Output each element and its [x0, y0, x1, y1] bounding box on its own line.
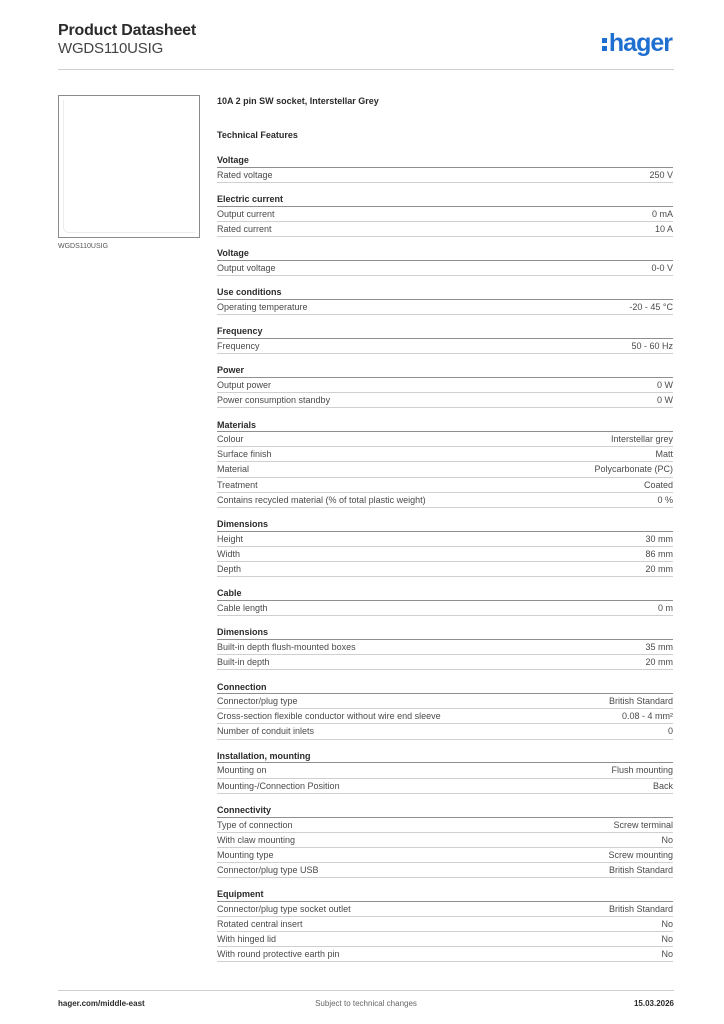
feature-value: 0.08 - 4 mm² [621, 711, 673, 722]
feature-section [217, 364, 673, 408]
feature-section [217, 804, 673, 878]
feature-label: Connector/plug type socket outlet [217, 904, 351, 915]
feature-label: Frequency [217, 341, 260, 351]
feature-section [217, 154, 673, 183]
feature-row [217, 532, 673, 547]
feature-section [217, 587, 673, 616]
feature-row [217, 300, 673, 315]
feature-value: 20 mm [645, 657, 673, 668]
section-title: Materials [217, 419, 673, 433]
feature-row [217, 917, 673, 932]
feature-value: 0 % [657, 494, 673, 505]
feature-label: Number of conduit inlets [217, 726, 315, 737]
footer-note: Subject to technical changes [315, 999, 417, 1008]
product-image [58, 95, 200, 238]
feature-value: Screw mounting [608, 849, 673, 860]
feature-label: Contains recycled material (% of total plastic weight) [217, 494, 426, 505]
feature-section [217, 419, 673, 508]
feature-label: Operating temperature [217, 301, 308, 312]
feature-row [217, 447, 673, 462]
feature-value: Polycarbonate (PC) [594, 464, 673, 475]
logo-text: hager [608, 29, 672, 57]
section-title: Dimensions [217, 626, 673, 640]
feature-value: 30 mm [645, 533, 673, 544]
feature-value: No [661, 949, 673, 960]
feature-label: Colour [217, 434, 244, 445]
feature-row [217, 763, 673, 778]
feature-row [217, 261, 673, 276]
feature-label: Height [217, 533, 244, 544]
feature-row [217, 562, 673, 577]
feature-row [217, 601, 673, 616]
feature-label: Mounting type [217, 849, 274, 860]
section-title: Voltage [217, 247, 673, 261]
product-description: 10A 2 pin SW socket, Interstellar Grey [217, 96, 379, 106]
feature-row [217, 493, 673, 508]
feature-label: Cable length [217, 602, 268, 613]
feature-label: Surface finish [217, 449, 272, 460]
feature-value: -20 - 45 °C [629, 301, 673, 312]
feature-label: Output voltage [217, 262, 276, 273]
feature-value: 50 - 60 Hz [631, 341, 673, 351]
section-title: Installation, mounting [217, 750, 673, 764]
logo-dots-icon [602, 38, 607, 51]
feature-value: 10 A [654, 223, 673, 234]
feature-section [217, 626, 673, 670]
feature-value: 0 W [656, 395, 673, 406]
section-title: Dimensions [217, 518, 673, 532]
feature-value: 0 mA [651, 208, 673, 219]
section-title: Power [217, 364, 673, 378]
page-footer [58, 990, 674, 1011]
feature-section [217, 325, 673, 354]
feature-sections [217, 154, 673, 962]
feature-row [217, 694, 673, 709]
feature-label: Mounting-/Connection Position [217, 780, 340, 791]
feature-label: Mounting on [217, 765, 267, 776]
feature-value: 250 V [649, 169, 673, 180]
feature-row [217, 833, 673, 848]
feature-value: 0 [667, 726, 673, 737]
feature-value: 20 mm [645, 563, 673, 574]
section-title: Equipment [217, 888, 673, 902]
feature-row [217, 902, 673, 917]
product-image-caption: WGDS110USIG [58, 243, 109, 250]
feature-value: No [661, 834, 673, 845]
feature-value: 0 m [657, 602, 673, 613]
feature-label: Output current [217, 208, 275, 219]
feature-section [217, 286, 673, 315]
feature-label: Built-in depth flush-mounted boxes [217, 642, 356, 653]
feature-row [217, 378, 673, 393]
feature-label: Rotated central insert [217, 919, 303, 930]
feature-value: 86 mm [645, 548, 673, 559]
feature-label: With hinged lid [217, 934, 277, 945]
footer-website: hager.com/middle-east [58, 999, 145, 1008]
page-header [58, 22, 674, 70]
feature-row [217, 818, 673, 833]
datasheet-content [217, 95, 673, 973]
feature-label: Connector/plug type [217, 696, 298, 707]
section-title: Connection [217, 681, 673, 695]
feature-value: Interstellar grey [610, 434, 673, 445]
feature-label: Depth [217, 563, 242, 574]
feature-row [217, 222, 673, 237]
feature-label: Connector/plug type USB [217, 864, 319, 875]
feature-section [217, 750, 673, 794]
hager-logo [602, 30, 672, 56]
feature-value: British Standard [608, 864, 673, 875]
section-title: Use conditions [217, 286, 673, 300]
feature-row [217, 709, 673, 724]
feature-row [217, 863, 673, 878]
feature-value: Flush mounting [611, 765, 673, 776]
feature-value: British Standard [608, 904, 673, 915]
feature-value: 0-0 V [651, 262, 673, 273]
feature-row [217, 724, 673, 739]
feature-row [217, 462, 673, 477]
feature-label: Material [217, 464, 250, 475]
product-code: WGDS110USIG [58, 40, 164, 57]
feature-row [217, 168, 673, 183]
feature-row [217, 655, 673, 670]
feature-value: 35 mm [645, 642, 673, 653]
technical-features-title: Technical Features [217, 130, 298, 140]
feature-label: With claw mounting [217, 834, 296, 845]
feature-row [217, 547, 673, 562]
feature-label: With round protective earth pin [217, 949, 340, 960]
feature-value: Screw terminal [613, 819, 673, 830]
feature-section [217, 888, 673, 962]
feature-label: Width [217, 548, 241, 559]
feature-row [217, 207, 673, 222]
feature-value: Back [652, 780, 673, 791]
feature-label: Power consumption standby [217, 395, 331, 406]
feature-row [217, 947, 673, 962]
feature-label: Output power [217, 380, 272, 391]
feature-section [217, 518, 673, 577]
feature-label: Rated current [217, 223, 272, 234]
feature-label: Type of connection [217, 819, 293, 830]
feature-value: No [661, 934, 673, 945]
feature-row [217, 779, 673, 794]
feature-row [217, 432, 673, 447]
product-image-outline [63, 100, 195, 233]
feature-row [217, 393, 673, 408]
feature-value: No [661, 919, 673, 930]
feature-row [217, 848, 673, 863]
feature-row [217, 478, 673, 493]
feature-value: Matt [655, 449, 673, 460]
feature-label: Cross-section flexible conductor without wire end sleeve [217, 711, 441, 722]
feature-row [217, 339, 673, 354]
feature-value: British Standard [608, 696, 673, 707]
feature-section [217, 681, 673, 740]
document-title: Product Datasheet [58, 22, 196, 39]
section-title: Frequency [217, 325, 673, 339]
section-title: Electric current [217, 193, 673, 207]
feature-value: Coated [643, 479, 673, 490]
feature-label: Rated voltage [217, 169, 273, 180]
feature-section [217, 193, 673, 237]
section-title: Voltage [217, 154, 673, 168]
feature-label: Treatment [217, 479, 258, 490]
feature-row [217, 640, 673, 655]
footer-date: 15.03.2026 [633, 999, 674, 1008]
feature-label: Built-in depth [217, 657, 270, 668]
feature-section [217, 247, 673, 276]
feature-value: 0 W [656, 380, 673, 391]
feature-row [217, 932, 673, 947]
section-title: Cable [217, 587, 673, 601]
section-title: Connectivity [217, 804, 673, 818]
